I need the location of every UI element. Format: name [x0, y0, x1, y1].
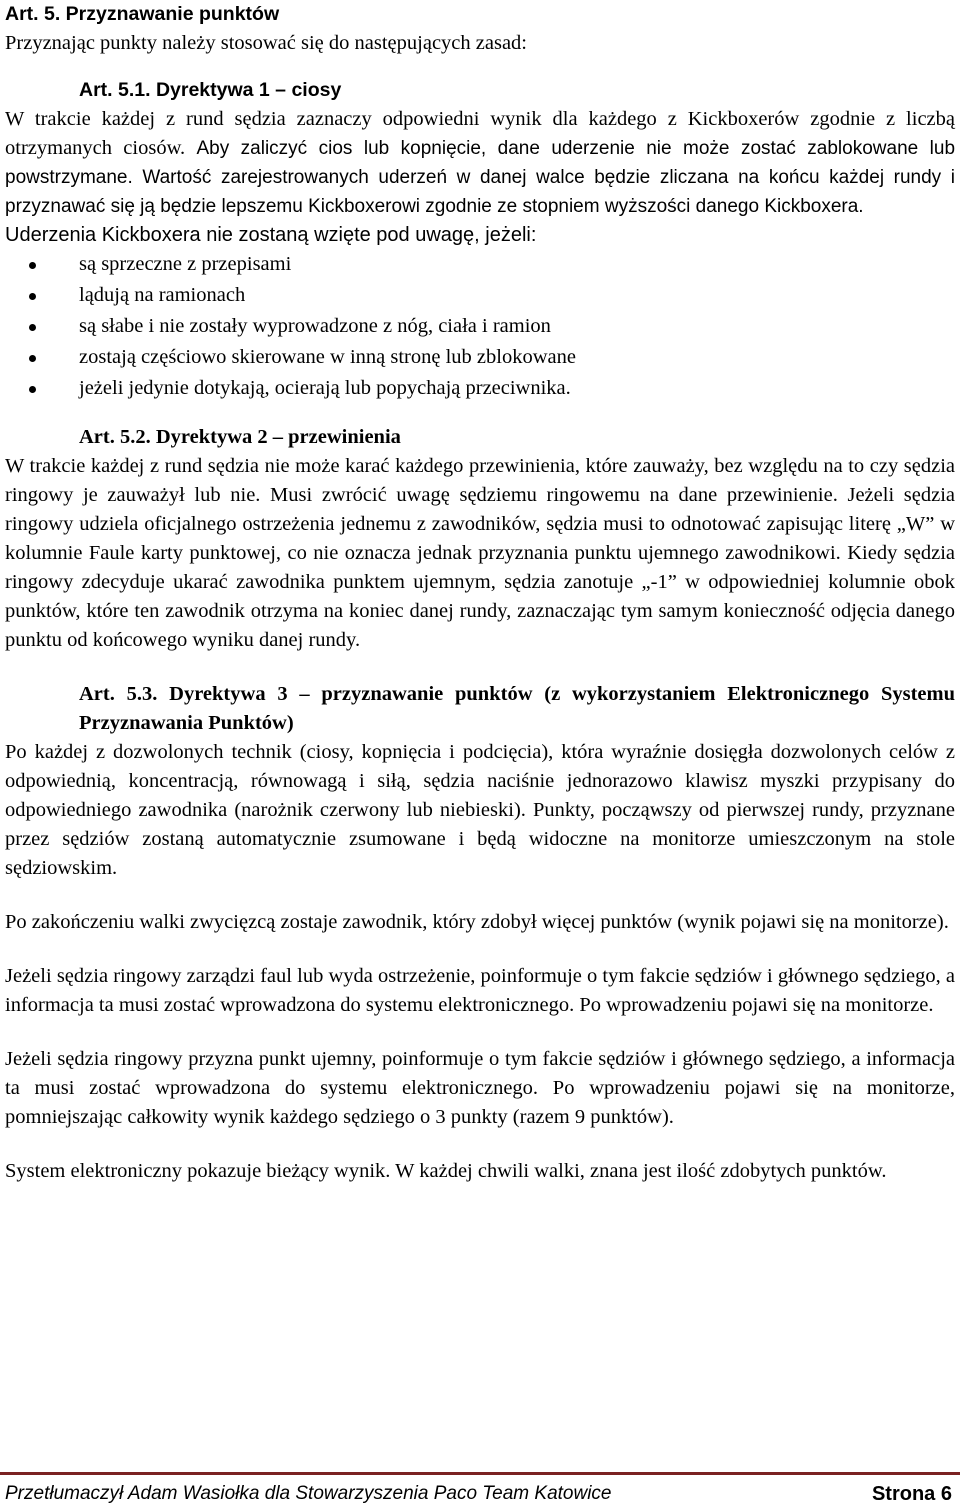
art53-heading: Art. 5.3. Dyrektywa 3 – przyznawanie punktów (z wykorzystaniem Elektronicznego Systemu Przyznawania Punktów) — [79, 683, 955, 734]
art5-heading: Art. 5. Przyznawanie punktów — [5, 3, 280, 25]
bullet-icon — [29, 293, 36, 300]
art51-heading: Art. 5.1. Dyrektywa 1 – ciosy — [79, 79, 342, 101]
bullet-icon — [29, 386, 36, 393]
list-item: zostają częściowo skierowane w inną stronę lub zblokowane — [5, 343, 955, 374]
bullet-icon — [29, 262, 36, 269]
list-item: są sprzeczne z przepisami — [5, 250, 955, 281]
list-item: jeżeli jedynie dotykają, ocierają lub popychają przeciwnika. — [5, 374, 955, 405]
bullet-icon — [29, 355, 36, 362]
list-item: lądują na ramionach — [5, 281, 955, 312]
art52-paragraph: W trakcie każdej z rund sędzia nie może karać każdego przewinienia, które zauważy, bez względu na to czy sędzia ringowy je zauważył lub nie. Musi zwrócić uwagę sędziemu ringowemu na dane przewinienie. Jeżeli sędzia ringowy udziela oficjalnego ostrzeżenia jednemu z zawodników, sędzia musi to odnotować zapisując literę „W” w kolumnie Faule karty punktowej, co nie oznacza jednak przyznania punktu ujemnego zawodnikowi. Kiedy sędzia ringowy zdecyduje ukarać zawodnika punktem ujemnym, sędzia zanotuje „-1” w odpowiedniej kolumnie obok punktów, które ten zawodnik otrzyma na koniec danej rundy, zaznaczając tym samym konieczność odjęcia danego punktu od końcowego wyniku danej rundy. — [5, 455, 955, 651]
footer-divider — [0, 1472, 960, 1475]
bullet-icon — [29, 324, 36, 331]
art51-text-1: W trakcie każdej z rund sędzia zaznaczy odpowiedni wynik dla każdego z Kickboxerów zgodnie z liczbą otrzymanych ciosów. — [5, 108, 955, 159]
list-item: są słabe i nie zostały wyprowadzone z nóg, ciała i ramion — [5, 312, 955, 343]
art5-intro: Przyznając punkty należy stosować się do następujących zasad: — [5, 32, 527, 54]
art53-paragraph-4: Jeżeli sędzia ringowy przyzna punkt ujemny, poinformuje o tym fakcie sędziów i głównego sędziego, a informacja ta musi zostać wprowadzona do systemu elektronicznego. Po wprowadzeniu pojawi się na monitorze, pomniejszając całkowity wynik każdego sędziego o 3 punkty (razem 9 punktów). — [5, 1048, 955, 1128]
page-footer — [5, 1480, 952, 1508]
art51-text-2: Aby zaliczyć cios lub kopnięcie, dane uderzenie nie może zostać zablokowane lub powstrzymane. Wartość zarejestrowanych uderzeń w danej walce będzie zliczana na końcu każdej rundy i przyznawać się ją będzie lepszemu Kickboxerowi zgodnie ze stopniem wyższości danego Kickboxera. — [5, 138, 956, 217]
art51-bullet-list — [5, 250, 955, 405]
art53-paragraph-2: Po zakończeniu walki zwycięzcą zostaje zawodnik, który zdobył więcej punktów (wynik pojawi się na monitorze). — [5, 911, 949, 933]
art53-paragraph-3: Jeżeli sędzia ringowy zarządzi faul lub wyda ostrzeżenie, poinformuje o tym fakcie sędziów i głównego sędziego, a informacja ta musi zostać wprowadzona do systemu elektronicznego. Po wprowadzeniu pojawi się na monitorze. — [5, 965, 955, 1016]
art51-list-intro: Uderzenia Kickboxera nie zostaną wzięte pod uwagę, jeżeli: — [5, 224, 537, 246]
footer-credit: Przetłumaczył Adam Wasiołka dla Stowarzyszenia Paco Team Katowice — [5, 1483, 612, 1504]
art53-paragraph-5: System elektroniczny pokazuje bieżący wynik. W każdej chwili walki, znana jest ilość zdobytych punktów. — [5, 1160, 887, 1182]
art52-heading: Art. 5.2. Dyrektywa 2 – przewinienia — [79, 426, 401, 448]
art53-paragraph-1: Po każdej z dozwolonych technik (ciosy, kopnięcia i podcięcia), która wyraźnie dosięgła dozwolonych celów z odpowiednią, koncentracją, równowagą i siłą, sędzia naciśnie jednorazowo klawisz myszki przypisany do odpowiedniego zawodnika (narożnik czerwony lub niebieski). Punkty, począwszy od pierwszej rundy, przyznane przez sędziów zostaną automatycznie zsumowane i będą widoczne na monitorze umieszczonym na stole sędziowskim. — [5, 741, 955, 879]
page-number: Strona 6 — [871, 1483, 952, 1505]
art51-paragraph — [5, 105, 955, 221]
document-page — [5, 0, 955, 1186]
